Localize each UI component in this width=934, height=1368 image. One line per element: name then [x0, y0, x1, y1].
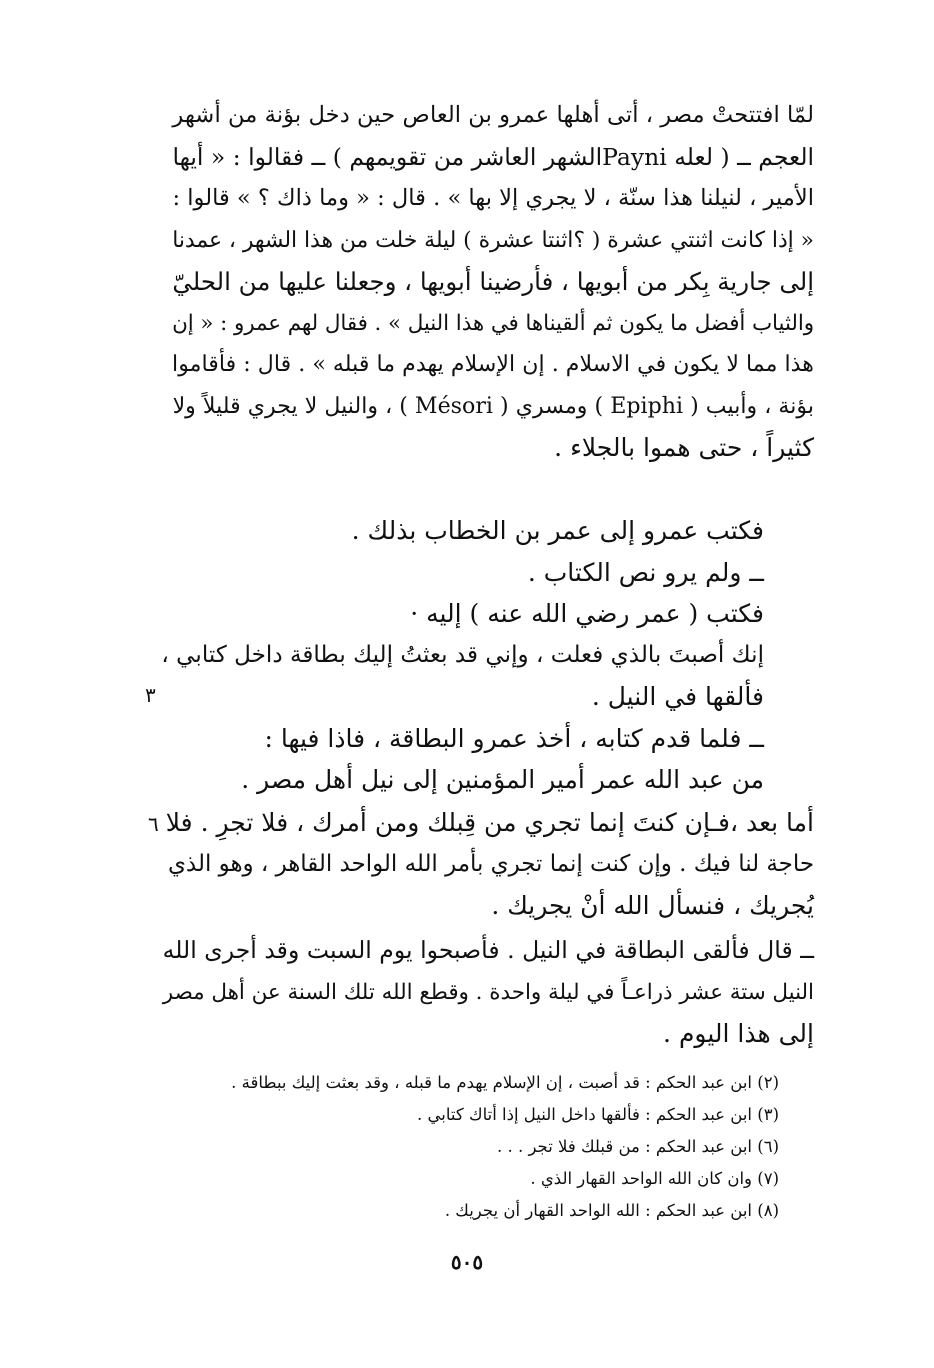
- text-line: لمّا افتتحتْ مصر ، أتى أهلها عمرو بن العاص حين دخل بؤنة من أشهر: [172, 102, 814, 128]
- margin-line-number: ٣: [145, 683, 156, 707]
- text-line: ــ قال فألقى البطاقة في النيل . فأصبحوا يوم السبت وقد أجرى الله: [162, 936, 814, 964]
- text-line: « إذا كانت اثنتي عشرة ( ؟اثنتا عشرة ) ليلة خلت من هذا الشهر ، عمدنا: [172, 227, 814, 253]
- footnote: (٢) ابن عبد الحكم : قد أصبت ، إن الإسلام يهدم ما قبله ، وقد بعثت إليك ببطاقة .: [231, 1073, 779, 1092]
- text-line: هذا مما لا يكون في الاسلام . إن الإسلام يهدم ما قبله » . قال : فأقاموا: [172, 351, 814, 377]
- text-line: كثيراً ، حتى هموا بالجلاء .: [554, 433, 814, 462]
- text-line: والثياب أفضل ما يكون ثم ألقيناها في هذا النيل » . فقال لهم عمرو : « إن: [172, 310, 814, 336]
- text-line: حاجة لنا فيك . وإن كنت إنما تجري بأمر الله الواحد القاهر ، وهو الذي: [167, 850, 814, 877]
- text-line: بؤنة ، وأبيب ( Epiphi ) ومسري ( Mésori ) ، والنيل لا يجري قليلاً ولا: [172, 392, 814, 419]
- text-line: أما بعد ،فـإن كنتَ إنما تجري من قِبلك ومن أمرك ، فلا تجرِ . فلا: [165, 808, 814, 837]
- text-line: من عبد الله عمر أمير المؤمنين إلى نيل أهل مصر .: [241, 765, 764, 794]
- text-line: العجم ــ ( لعله Payniالشهر العاشر من تقويمهم ) ــ فقالوا : « أيها: [172, 142, 814, 171]
- footnote: (٣) ابن عبد الحكم : فألقها داخل النيل إذا أتاك كتابي .: [417, 1105, 779, 1124]
- paragraph-4: [149, 930, 814, 1055]
- text-line: ــ ولم يرو نص الكتاب .: [527, 557, 764, 587]
- paragraph-1: [159, 95, 814, 469]
- footnote: (٦) ابن عبد الحكم : من قبلك فلا تجر . . .: [496, 1137, 779, 1156]
- paragraph-2: [149, 510, 764, 801]
- text-line: الأمير ، لنيلنا هذا سنّة ، لا يجري إلا بها » . قال : « وما ذاك ؟ » قالوا :: [172, 185, 814, 211]
- text-line: ــ فلما قدم كتابه ، أخذ عمرو البطاقة ، فاذا فيها :: [264, 723, 764, 753]
- text-line: إلى هذا اليوم .: [663, 1019, 814, 1048]
- text-line: إلى جارية بِكر من أبويها ، فأرضينا أبويها ، وجعلنا عليها من الحليّ: [172, 267, 814, 296]
- text-line: فكتب عمرو إلى عمر بن الخطاب بذلك .: [351, 516, 764, 545]
- margin-line-number: ٦: [148, 812, 159, 836]
- text-line: النيل ستة عشر ذراعـاً في ليلة واحدة . وقطع الله تلك السنة عن أهل مصر: [162, 979, 814, 1005]
- text-line: يُجريك ، فنسأل الله أنْ يجريك .: [491, 891, 814, 920]
- text-line: فكتب ( عمر رضي الله عنه ) إليه ·: [410, 599, 764, 628]
- page-number: ٥٠٥: [450, 1250, 484, 1274]
- text-line: فألقها في النيل .: [591, 682, 764, 711]
- footnotes: [159, 1067, 779, 1227]
- footnote: (٧) وان كان الله الواحد القهار الذي .: [530, 1169, 779, 1188]
- footnote: (٨) ابن عبد الحكم : الله الواحد القهار أن يجريك .: [444, 1201, 779, 1220]
- text-line: إنك أصبتَ بالذي فعلت ، وإني قد بعثتُ إليك بطاقة داخل كتابي ،: [161, 641, 764, 668]
- paragraph-3: [154, 802, 814, 927]
